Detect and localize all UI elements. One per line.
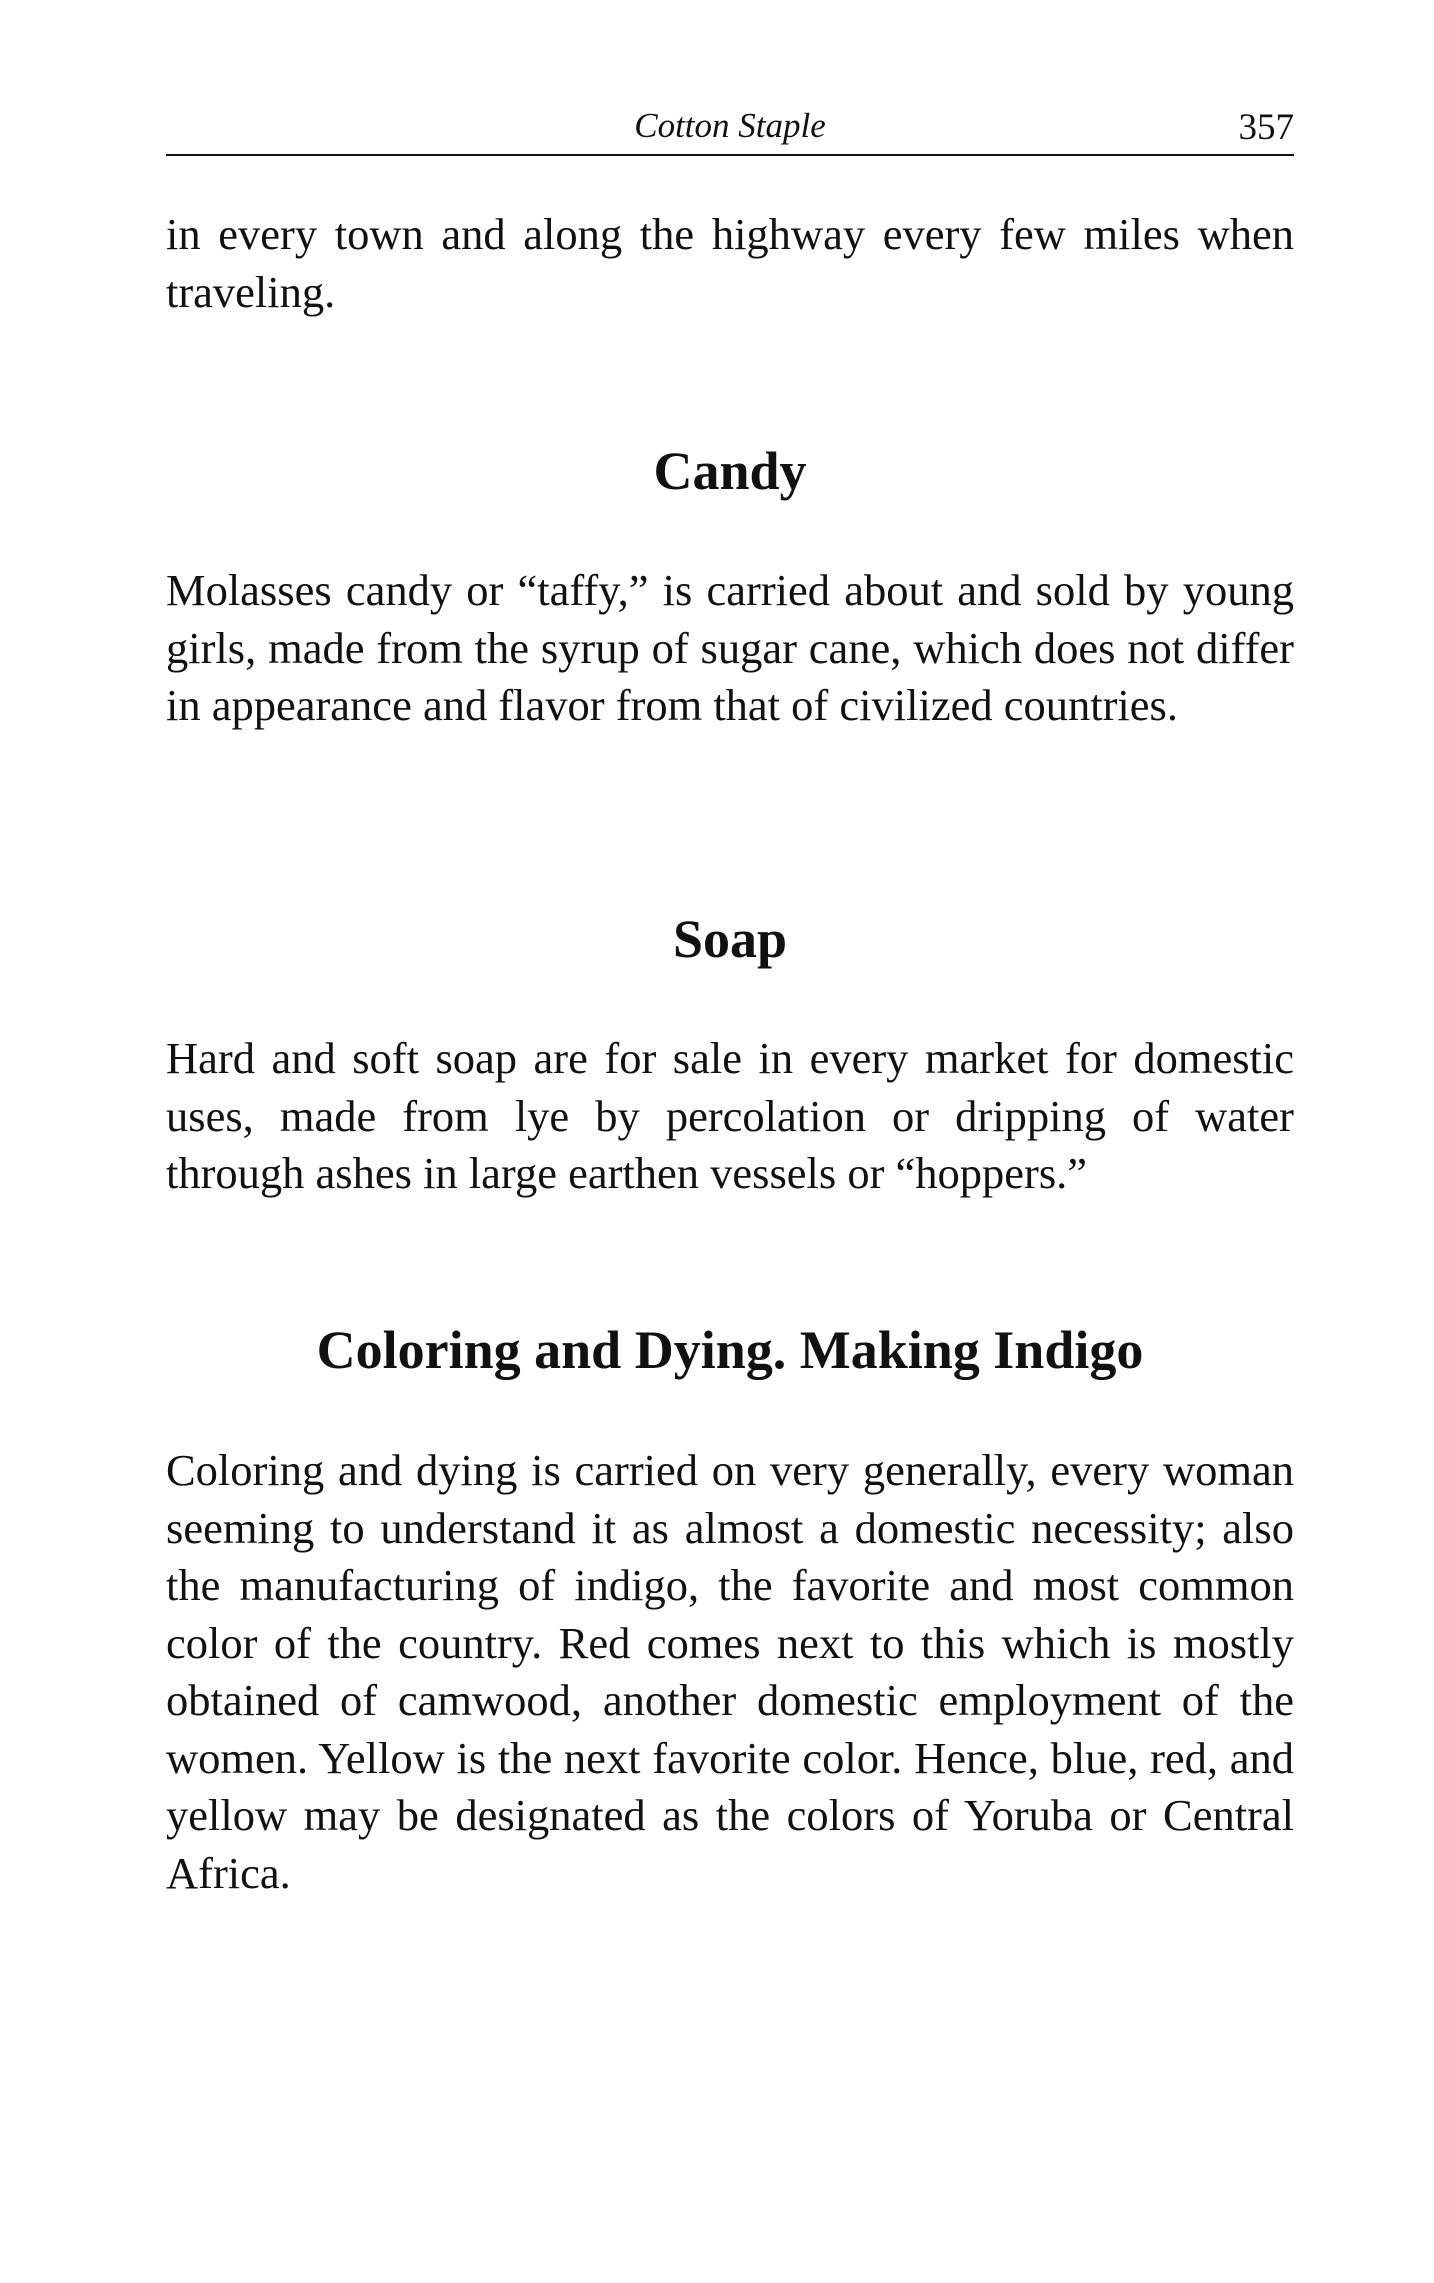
section-heading-soap: Soap — [672, 909, 788, 969]
header-rule — [166, 154, 1294, 156]
section-paragraph-coloring: Coloring and dying is carried on very generally, every woman seeming to understand it as almost a domestic necessity; also the manufacturing of indigo, the favorite and most common color of the country. Red comes next to this which is mostly obtained of camwood, another domestic employment of the women. Yellow is the next favorite color. Hence, blue, red, and yellow may be designated as the colors of Yoruba or Central Africa. — [166, 1445, 1294, 1898]
section-heading-coloring: Coloring and Dying. Making Indigo — [316, 1320, 1144, 1380]
page-number: 357 — [1238, 107, 1294, 148]
section-heading-candy: Candy — [653, 441, 807, 501]
section-paragraph-candy: Molasses candy or “taffy,” is carried about and sold by young girls, made from the syrup of sugar cane, which does not differ in appearance and flavor from that of civilized countries. — [166, 565, 1294, 730]
section-paragraph-soap: Hard and soft soap are for sale in every market for domestic uses, made from lye by percolation or dripping of water through ashes in large earthen vessels or “hoppers.” — [166, 1033, 1294, 1198]
running-title: Cotton Staple — [634, 106, 826, 145]
running-header — [166, 106, 1294, 156]
intro-paragraph: in every town and along the highway every few miles when traveling. — [166, 209, 1294, 317]
